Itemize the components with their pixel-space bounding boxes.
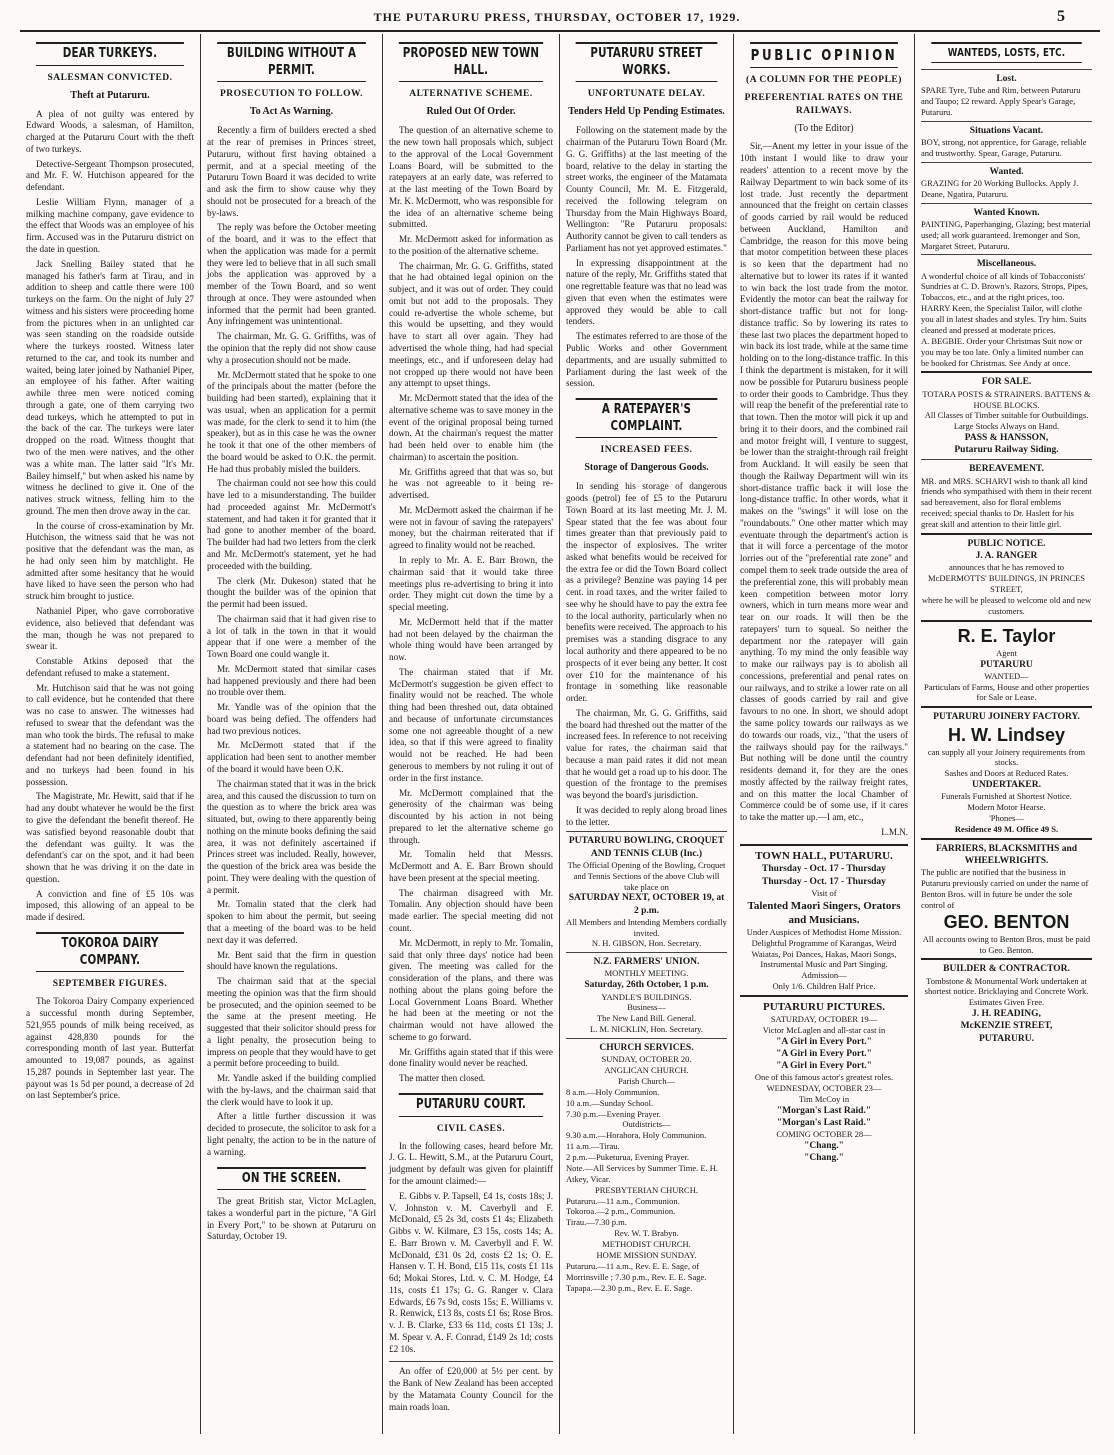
notice-text: Tokoroa.—2 p.m., Communion. [566,1206,676,1217]
paragraph: Mr. Griffiths again stated that if this were done finality would never be reached. [389,1046,553,1069]
paragraph: After a little further discussion it was decided to prosecute, the solicitor to ask for a light penalty, the action to be in the nature of a warning. [207,1111,376,1157]
headline-ratepayers-complaint: A RATEPAYER'S COMPLAINT. [576,398,718,438]
notice-text: 7.30 p.m.—Evening Prayer. [566,1108,661,1119]
notice-text: Tapapa.—2.30 p.m., Rev. E. E. Sage. [566,1282,693,1293]
paragraph: Mr. Yandle asked if the building complied with the by-laws, and the chairman said that the clerk would have to look it up. [207,1073,376,1107]
classified: A wonderful choice of all kinds of Tobacconists' Sundries at C. D. Brown's. Razors, Strops, Pipes, Tobaccos, etc., and at the right prices, too. [921,270,1089,303]
notice-text: announces that he has removed to [949,562,1064,573]
headline-town-hall: PROPOSED NEW TOWN HALL. [399,42,543,82]
notice-text: HOME MISSION SUNDAY. [596,1249,697,1260]
paragraph: Recently a firm of builders erected a shed at the rear of premises in Princes street, Putaruru, without first having obtained a permit, and at a special meeting of the Putaruru Town Board it was decided to write and ask the firm to show cause why they should not be prosecuted for a breach of the by-laws. [207,125,376,218]
notice-text: Thursday - Oct. 17 - Thursday [762,864,886,875]
headline-on-the-screen: ON THE SCREEN. [217,1167,366,1191]
notice-text: UNDERTAKER. [972,780,1041,791]
subhead: INCREASED FEES. [600,445,693,456]
column-3 [383,36,559,1436]
subhead: Ruled Out Of Order. [426,106,516,118]
notice-text: Only 1/6. Children Half Price. [772,981,876,992]
subhead: (A COLUMN FOR THE PEOPLE) [746,75,902,86]
notice-text: The public are notified that the business in Putaruru previously carried on under the name of Benton Bros. will in future be under the sole control of [921,867,1089,910]
subhead: PROSECUTION TO FOLLOW. [219,89,364,100]
headline-tokoroa-dairy: TOKOROA DAIRY COMPANY. [36,932,184,972]
notice-text: Tombstone & Monumental Work undertaken at shortest notice. Bricklaying and Concrete Work. Estimates Given Free. [924,975,1089,1008]
paragraph: The great British star, Victor McLaglen, takes a wonderful part in the picture, "A Girl in Every Port," to be shown at Putaruru on Saturday, October 19. [207,1196,376,1242]
notice-title: FARRIERS, BLACKSMITHS and WHEELWRIGHTS. [935,843,1078,866]
column-5 [734,36,914,1436]
paragraph: E. Gibbs v. P. Tapsell, £4 1s, costs 18s; J. V. Johnston v. M. Caverbyll and F. McDonald, £5 2s 3d, costs £1 4s; Elizabeth Gibbs v. W. Kilmare, £3 15s, costs 14s; A. E. Barr Brown v. M. Caverbyll and F. W. McDonald, £31 0s 2d, costs £2 1s; O. E. Hansen v. T. H. Bond, £15 11s, costs £1 11s 6d; Mokai Stores, Ltd. v. C. M. Hodge, £4 11s, costs £1 17s; G. G. Ranger v. Clara Edwards, £6 7s 9d, costs 15s; E. Williams v. R. Renwick, £13 8s, costs £1 6s; Rose Bros. v. J. B. Clarke, £33 6s 11d, costs £1 13s; J. M. Spear v. A. F. Conrad, £149 2s 1d; costs £2 10s. [389,1190,553,1354]
subhead: SEPTEMBER FIGURES. [52,979,168,990]
advertiser-name: GEO. BENTON [943,911,1070,932]
paragraph: In expressing disappointment at the nature of the reply, Mr. Griffiths stated that one regrettable feature was that no lead was given that even when the estimates were approved they would be able to call tenders. [566,257,727,327]
notice-text: Funerals Furnished at Shortest Notice. [941,791,1072,802]
paragraph: In the course of cross-examination by Mr. Hutchison, the witness said that he was not positive that the defendant was the man, as he had only seen him by matchlight. He admitted after some hesitancy that he would have liked to have seen the person who had struck him brought to justice. [26,520,194,602]
section-title: PUBLIC NOTICE. [967,538,1046,549]
subhead: PREFERENTIAL RATES ON THE RAILWAYS. [744,93,904,116]
paragraph: The chairman, Mr. G. G. Griffiths, stated that he had obtained legal opinion on the subject, and it was out of order. They could omit but not add to the proposals. They could re-advertise the whole scheme, but this would be upsetting, and they would have to start all over again. They had advertised the whole thing, had had special meetings, etc., and if unforeseen delay had not cropped up there would not have been any attempt to upset things. [389,260,553,389]
letter-body: Sir,—Anent my letter in your issue of the 10th instant I would like to draw your readers' attention to a recent move by the Railway Department to win back some of its lost trade. Just recently the department announced that the freight on certain classes of goods carried by rail would be reduced between Auckland, Hamilton and Cambridge, the reason for this move being that motor competition between these places is so keen that the department had no alternative but to lower its rates if it wanted to win back the lost trade from the motor. Evidently the motor can beat the railway for short-distance traffic but not for long-distance traffic. So by lowering its rates to these last two places the department hoped to win back its lost trade, while at the same time holding on to the long-distance traffic. In this I think the department is mistaken, for it will now be possible for Putaruru business people to order their goods to Cambridge. Thus they will reap the benefit of the preferential rate to that town. Then the motor will pick it up and bring it to their doors, and the combined rail and motor freight will, I venture to suggest, be lower than the straight-through rail freight from Auckland. It will easily be seen that though the Railway Department will win its short-distance traffic back it will lose the long-distance traffic. In other words, what it makes on the "swings" it will lose on the "roundabouts." One other matter which may eventuate through the department's action is that it will force a percentage of the motor lorries out of the "preferential rate zone" and compel them to seek trade outside the area of the preferential zone, this will probably mean keen competition between motor lorry owners, which in turn means more wear and tear on our roads. It will then be the ratepayers' turn to squeal. So neither the department nor the ratepayer will gain anything. To my mind the only feasible way to make our railways pay is to abolish all concessions, preferential and penal rates on our railways, and to strike a lower rate on all classes of goods carried by rail and give favours to no one. In short, we should adopt the same policy towards our railways as we do towards our roads, viz., "that the users of the railways should pay for the railways." But nothing will be done until the country residents demand it, for they are the ones mostly affected by the railway freight rates, and on this matter the local Chamber of Commerce could be of some use, if it cares to take the matter up.—I am, etc., [740,141,908,823]
notice-text: TOTARA POSTS & STRAINERS. BATTENS & HOUSE BLOCKS. [922,388,1091,410]
column-6 [915,36,1098,1436]
notice-text: N. H. GIBSON, Hon. Secretary. [591,938,702,949]
paragraph: The chairman, Mr. G. G. Griffiths, was of the opinion that the reply did not show cause why a prosecution should not be made. [207,331,376,365]
paragraph: The question of an alternative scheme to the new town hall proposals which, subject to the approval of the Local Government Loans Board, will be submitted to the ratepayers at an early date, was referred to at the last meeting of the Town Board by Mr. K. McDermott, who was responsible for the idea of an alternative scheme being submitted. [389,125,553,230]
notice-text: METHODIST CHURCH. [602,1239,691,1250]
paragraph: The chairman said that it had given rise to a lot of talk in the town in that it would appear that if one were a member of the Town Board one could wangle it. [207,613,376,660]
notice-text: Visit of [811,887,837,898]
notice-text: Putaruru Railway Siding. [954,445,1059,456]
notice-text: PUTARURU. [979,1033,1034,1044]
subhead: UNFORTUNATE DELAY. [587,89,706,100]
paragraph: Mr. McDermott stated that similar cases had happened previously and there had been no trouble over them. [207,663,376,698]
section-title: BEREAVEMENT. [969,464,1044,475]
section-title: FOR SALE. [981,377,1032,388]
column-4 [560,36,733,1436]
headline-building-permit: BUILDING WITHOUT A PERMIT. [217,42,366,82]
notice-text: Modern Motor Hearse. [967,802,1046,813]
section-title: Situations Vacant. [969,125,1044,136]
taylor-ad [921,620,1092,707]
notice-text: Particulars of Farms, House and other properties for Sale or Lease. [924,681,1089,703]
notice-text: Residence 49 M. Office 49 S. [954,823,1059,834]
paragraph: Leslie William Flynn, manager of a milking machine company, gave evidence to the effect that Woods was an employee of his firm. Accused was in the Putaruru district on the date in question. [26,196,194,254]
paragraph: Mr. McDermott stated that the idea of the alternative scheme was to save money in the event of the original proposal being turned down. At the chairman's request the matter had been held over to enable him (the chairman) to ascertain the position. [389,393,553,462]
notice-text: McDERMOTTS' BUILDINGS, IN PRINCES STREET, [928,573,1085,595]
notice-text: WANTED— [984,670,1029,681]
subhead: (To the Editor) [794,122,854,134]
notice-text: 11 a.m.—Tirau. [566,1141,620,1152]
film-title: "A Girl in Every Port." [776,1061,872,1072]
article-body [207,125,376,1158]
notice-text: PASS & HANSSON, [964,433,1049,444]
headline-putaruru-court: PUTARURU COURT. [399,1093,543,1117]
paragraph: A conviction and fine of £5 10s was imposed, this allowing of an appeal to be made if desired. [26,888,194,923]
paragraph: Mr. McDermott asked for information as to the position of the alternative scheme. [389,234,553,256]
paragraph: Mr. McDermott held that if the matter had not been delayed by the chairman the whole thing would have been arranged by now. [389,616,553,663]
section-title: Miscellaneous. [976,259,1037,270]
headline-wanteds: WANTEDS, LOSTS, ETC. [931,42,1081,63]
notice-text: Large Stocks Always on Hand. [953,421,1060,432]
paragraph: Mr. Tomalin held that Messrs. McDermott and A. E. Barr Brown should have been present at the special meeting. [389,849,553,883]
paragraph: The chairman could not see how this could have led to a misunderstanding. The builder had proceeded against Mr. McDermott's statement, and had taken it for granted that it had gone to another member of the board. The builder had had two letters from the clerk and Mr. McDermott's statement, yet he had proceeded with the building. [207,478,376,571]
joinery-ad [921,706,1092,837]
film-title: "A Girl in Every Port." [776,1036,872,1047]
notice-text: McKENZIE STREET, [960,1021,1053,1032]
club-notice [566,831,727,952]
paragraph: Mr. McDermott stated that if the application had been sent to another member of the board it would have been O.K. [207,740,376,775]
paragraph: The chairman said that at the special meeting the opinion was that the firm should be prosecuted, and the opinion seemed to be the same at the present meeting. He suggested that their solicitor should press for a light penalty, the prosecution being to impress on people that they would have to get a permit before proceeding to build. [207,976,376,1069]
notice-text: 'Phones— [989,813,1024,824]
notice-text: SUNDAY, OCTOBER 20. [601,1054,692,1065]
notice-text: Putaruru.—11 a.m., Communion. [566,1195,680,1206]
classified: BOY, strong, not apprentice, for Garage, reliable and trustworthy. Spear, Garage, Putaruru. [921,137,1087,158]
article-body [389,125,553,1085]
film-title: "A Girl in Every Port." [776,1049,872,1060]
paragraph: Mr. Tomalin stated that the clerk had spoken to him about the permit, but seeing that a meeting of the board was to be held next day it was deferred. [207,899,376,945]
notice-title: TOWN HALL, PUTARURU. [755,850,893,863]
paragraph: Mr. McDermott stated that he spoke to one of the principals about the matter (before the building had been started), explaining that it was usual, when an application for a permit was made, for the clerk to send it to him (the speaker), but as in this case he was the owner he took it that one of the other members of the board would be asked to O.K. the permit. He had thus probably misled the builders. [207,369,376,474]
section-title: Lost. [996,74,1017,85]
notice-text: Thursday - Oct. 17 - Thursday [762,876,886,887]
notice-text: COMING OCTOBER 28— [776,1129,872,1140]
notice-text: where he will be pleased to welcome old and new customers. [921,594,1092,616]
notice-text: PRESBYTERIAN CHURCH. [595,1184,698,1195]
notice-title: PUTARURU BOWLING, CROQUET AND TENNIS CLUB (Inc.) [568,836,725,859]
paragraph: In sending his storage of dangerous goods (petrol) fee of £5 to the Putaruru Town Board at its last meeting Mr. J. M. Spear stated that the fee was about four times greater than that previously paid to the inspector of explosives. The writer asked what benefits would be received for the extra fee or did the Town Board collect as a privilege? Benzine was paying 14 per cent. in road taxes, and the writer failed to see why he should have to pay the extra fee to the local authority, particularly when no benefits were received. The approach to his premises was a standing disgrace to any local authority and there appeared to be no prospects of it ever being any better. It cost over £10 for the maintenance of his frontage in something like reasonable order. [566,481,727,704]
notice-text: Agent [996,647,1017,658]
headline-street-works: PUTARURU STREET WORKS. [576,42,718,82]
notice-text: can supply all your Joinery requirements from stocks. [927,746,1086,768]
notice-text: Sashes and Doors at Reduced Rates. [944,768,1069,779]
public-notice [921,533,1092,620]
notice-text: SATURDAY, OCTOBER 19— [770,1014,878,1025]
article-body [566,125,727,390]
notice-text: PUTARURU [980,659,1033,670]
paragraph: The estimates referred to are those of the Public Works and other Government departments, and are usually submitted to Parliament during the last week of the session. [566,331,727,389]
notice-text: Outdistricts— [622,1119,671,1130]
paragraph: Constable Atkins deposed that the defendant refused to make a statement. [26,656,194,678]
notice-title: CHURCH SERVICES. [599,1043,694,1054]
subhead: CIVIL CASES. [436,1123,506,1134]
notice-text: 9.30 a.m.—Horahora, Holy Communion. [566,1130,707,1141]
headline-public-opinion: PUBLIC OPINION [750,42,898,68]
notice-text: All Classes of Timber suitable for Outbuildings. [924,410,1089,421]
signature: L.M.N. [881,826,908,837]
subhead: SALESMAN CONVICTED. [47,72,173,83]
notice-text: Tim McCoy in [798,1094,850,1105]
paragraph: Jack Snelling Bailey stated that he managed his father's farm at Tirau, and in addition to sheep and cattle there were 100 turkeys on the farm. On the night of July 27 witness and his sisters were proceeding home from the pictures when in an unlighted car was seen standing on the roadside outside where the turkeys roosted. Witness later returned to the car, and took its number and waited, being later joined by Nathaniel Piper, an employee of his father. After waiting awhile three men were noticed coming through a gate, one of them carrying two dead turkeys, which he attempted to put in the back of the car. The turkeys were later dropped on the road. Witness thought that two of the men were natives, and the other was a white man. The latter said "It's Mr. Bailey himself," but when asked his name by witness he declined to give it. One of the natives struck witness, felling him to the ground. The men then drove away in the car. [26,258,194,516]
subhead: To Act As Warning. [249,106,334,118]
town-hall-ad [740,844,908,995]
classified: GRAZING for 20 Working Bullocks. Apply J. Deane, Ngatira, Putaruru. [921,177,1079,199]
paragraph: In the following cases, heard before Mr. J. G. L. Hewitt, S.M., at the Putaruru Court, judgment by default was given for plaintiff for the amount claimed:— [389,1140,553,1186]
notice-text: One of this famous actor's greatest roles. [754,1072,894,1083]
notice-text: Under Auspices of Methodist Home Mission. [746,926,902,937]
paragraph: Mr. Hutchison said that he was not going to call evidence, but he contended that there was no case to answer. The witnesses had refused to swear that the defendant was the man who took the birds. The refusal to make a statement had no bearing on the case. The defendant had not been definitely identified, and no turkeys had been found in his possession. [26,682,194,787]
column-1 [20,36,200,1436]
notice-text: Parish Church— [618,1075,675,1086]
paragraph: Nathaniel Piper, who gave corroborative evidence, also believed that defendant was the man, though he was not prepared to swear it. [26,605,194,652]
classified: A. BEGBIE. Order your Christmas Suit now or you may be too late. Only a limited number can be booked for Christmas. See Andy at once. [921,335,1084,368]
page-number: 5 [1057,8,1066,25]
paragraph: The clerk (Mr. Dukeson) stated that he thought the builder was of the opinion that the permit had been issued. [207,575,376,610]
farmers-union-notice [566,952,727,1038]
paragraph: The chairman stated that if Mr. McDermott's suggestion be given effect to finality would not be reached. The whole thing had been threshed out, data obtained and because of unfortunate circumstances some one not agreeable thought of a new idea, so that if this were agreed to finality would not be reached. He had been generous to members by not ruling it out of order in the first instance. [389,666,553,783]
advertiser-name: J. H. READING, [972,1009,1041,1020]
notice-text: Delightful Programme of Karangas, Weird Waiatas, Poi Dances, Hakas, Maori Songs, Instrumental Music and Part Singing. [751,937,897,970]
paragraph: The chairman disagreed with Mr. Tomalin. Any objection should have been made earlier. The special meeting did not count. [389,887,553,933]
notice-text: Rev. W. T. Brabyn. [614,1228,679,1239]
paragraph: Following on the statement made by the chairman of the Putaruru Town Board (Mr. G. G. Griffiths) at the last meeting of the board, relative to the delay in starting the street works, the engineer of the Matamata County Council, Mr. M. E. Fitzgerald, received the following telegram on Thursday from the Main Highways Board, Wellington: "Re Putaruru proposals: Authority cannot be given to call tenders as Parliament has not yet approved estimates." [566,125,727,253]
notice-text: YANDLE'S BUILDINGS. [601,991,692,1002]
notice-title: PUTARURU JOINERY FACTORY. [933,712,1080,723]
paragraph: The Magistrate, Mr. Hewitt, said that if he had any doubt whatever he would be the first to give the defendant the benefit thereof. He was satisfied beyond reasonable doubt that the defendant was guilty. It was the defendant's car on the spot, and it had been shown that he was driving it on the date in question. [26,791,194,884]
paragraph: In reply to Mr. A. E. Barr Brown, the chairman said that it would take three meetings plus re-advertising to bring it into order. They might cut down the time by a special meeting. [389,555,553,613]
bereavement-notice [921,459,1092,533]
classified: SPARE Tyre, Tube and Rim, between Putaruru and Taupo; £2 reward. Apply Spear's Garage, Putaruru. [921,85,1081,117]
classified: HARRY Keen, the Specialist Tailor, will clothe you all in latest shades and styles. Try him. Suits cleaned and pressed at moderate prices. [921,303,1087,335]
notice-text: Putaruru.—11 a.m., Rev. E. E. Sage, of Morrinsville ; 7.30 p.m., Rev. E. E. Sage. [566,1260,707,1282]
subhead: ALTERNATIVE SCHEME. [409,89,533,100]
paragraph: Mr. Bent said that the firm in question should have known the regulations. [207,949,376,972]
notice-text: MR. and MRS. SCHARVI wish to thank all kind friends who sympathised with them in their recent sad bereavement, also for floral emblems received; special thanks to Dr. Haslett for his great skill and attention to their little girl. [921,475,1092,530]
notice-title: BUILDER & CONTRACTOR. [943,964,1070,975]
pictures-ad [740,995,908,1167]
notice-date: SATURDAY NEXT, OCTOBER 19, at 2 p.m. [568,893,725,916]
notice-text: The Official Opening of the Bowling, Croquet and Tennis Sections of the above Club will take place on [567,859,726,892]
for-sale-ad [921,371,1092,459]
notice-text: All accounts owing to Benton Bros. must be paid to Geo. Benton. [922,933,1091,955]
notice-text: All Members and Intending Members cordially invited. [566,916,727,938]
film-title: "Morgan's Last Raid." [776,1118,872,1129]
church-services [566,1038,727,1296]
paragraph: A plea of not guilty was entered by Edward Woods, a salesman, of Hamilton, charged at the Putaruru Court with the theft of two turkeys. [26,108,194,154]
subhead: Storage of Dangerous Goods. [584,462,709,474]
paragraph: It was decided to reply along broad lines to the letter. [566,804,727,827]
advertiser-name: R. E. Taylor [957,625,1056,646]
article-body [26,109,194,924]
paragraph: The chairman stated that it was in the brick area, and this caused the discussion to turn on the question as to where the brick area was situated, but, owing to there apparently being nothing on the minute books defining the said area, it was not definitely ascertained if Princes street was included. Really, however, the question of the brick area was beside the point. They were dealing with the question of a permit. [207,778,376,895]
farriers-ad [921,838,1092,959]
paragraph: The chairman, Mr. G. G. Griffiths, said the board had threshed out the matter of the increased fees. In reference to not receiving value for rates, the chairman said that because a man paid rates it did not mean that he would get a road up to his door. The question of the frontage to the premises was beyond the board's jurisdiction. [566,707,727,801]
paragraph: Mr. McDermott, in reply to Mr. Tomalin, said that only three days' notice had been given. The meeting was called for the consideration of the plans, and there was nothing about the plans going before the Local Government Loans Board. Whether he had been at the meeting or not the chairman would not have allowed the scheme to go forward. [389,937,553,1042]
paragraph: The Tokoroa Dairy Company experienced a successful month during September, 521,955 pounds of milk being received, as against 428,830 pounds for the corresponding month of last year. Butterfat amounted to 19,087 pounds, as against 15,287 pounds in September last year. The payout was 1s 5d per pound, a decrease of 2d on last September's price. [26,996,194,1101]
notice-date: Saturday, 26th October, 1 p.m. [584,980,709,991]
paragraph: An offer of £20,000 at 5½ per cent. by the Bank of New Zealand has been accepted by the Matamata County Council for the main roads loan. [389,1361,553,1413]
notice-title: N.Z. FARMERS' UNION. [593,957,700,968]
notice-text: WEDNESDAY, OCTOBER 23— [766,1083,882,1094]
notice-text: 8 a.m.—Holy Communion. [566,1086,660,1097]
subhead: Tenders Held Up Pending Estimates. [568,106,725,118]
paragraph: Mr. McDermott complained that the generosity of the chairman was being discounted by his action in not being prepared to let the alternative scheme go through. [389,787,553,845]
column-2 [201,36,382,1436]
notice-text: Victor McLaglen and all-star cast in [762,1025,886,1035]
paragraph: Mr. McDermott asked the chairman if he were not in favour of saving the ratepayers' money, but the chairman reiterated that if agreed to finality would not be reached. [389,504,553,551]
advertiser-name: H. W. Lindsey [947,724,1066,745]
masthead-title: THE PUTARURU PRESS, THURSDAY, OCTOBER 17, 1929. [373,10,741,24]
notice-text: 2 p.m.—Puketurua, Evening Prayer. [566,1152,689,1163]
notice-text: Business— [627,1002,666,1013]
masthead-rule [20,30,1100,32]
subhead: Theft at Putaruru. [70,89,150,101]
headline-dear-turkeys: DEAR TURKEYS. [36,42,184,66]
paragraph: Detective-Sergeant Thompson prosecuted, and Mr. F. W. Hutchison appeared for the defendant. [26,158,194,193]
paragraph: The reply was before the October meeting of the board, and it was to the effect that when the application was made for a permit they were led to believe that in all such small jobs the application was approved by a member of the Town Board, and so went through at once. They were astounded when informed that the permit had been granted. Any infringement was unintentional. [207,222,376,327]
notice-text: Admission— [801,970,847,981]
film-title: "Morgan's Last Raid." [776,1105,872,1116]
notice-text: MONTHLY MEETING. [604,968,689,979]
section-title: Wanted. [989,166,1024,177]
notice-text: ANGLICAN CHURCH. [604,1065,689,1076]
film-title: "Chang." [804,1141,844,1152]
notice-title: PUTARURU PICTURES. [762,1001,886,1014]
film-title: "Chang." [804,1153,844,1164]
notice-text: Talented Maori Singers, Orators and Musicians. [747,899,901,926]
notice-text: Tirau.—7.30 p.m. [566,1217,627,1228]
paragraph: Mr. Griffiths agreed that that was so, but he was not agreeable to it being re-advertised. [389,466,553,501]
builder-ad [921,958,1092,1047]
notice-text: L. M. NICKLIN, Hon. Secretary. [590,1024,703,1035]
paragraph: The matter then closed. [399,1073,486,1084]
paragraph: Mr. Yandle was of the opinion that the board was being defied. The offenders had had two previous notices. [207,702,376,736]
notice-text: The New Land Bill. General. [596,1013,697,1024]
classified: PAINTING, Paperhanging, Glazing; best material used; all work guaranteed. Iremonger and Son, Margaret Street, Putaruru. [921,218,1091,251]
section-title: Wanted Known. [973,207,1040,218]
masthead [0,6,1114,28]
notice-text: Note.—All Services by Summer Time. E. H. Atkey, Vicar. [566,1162,719,1184]
notice-text: J. A. RANGER [975,551,1038,562]
notice-text: 10 a.m.—Sunday School. [566,1097,654,1108]
